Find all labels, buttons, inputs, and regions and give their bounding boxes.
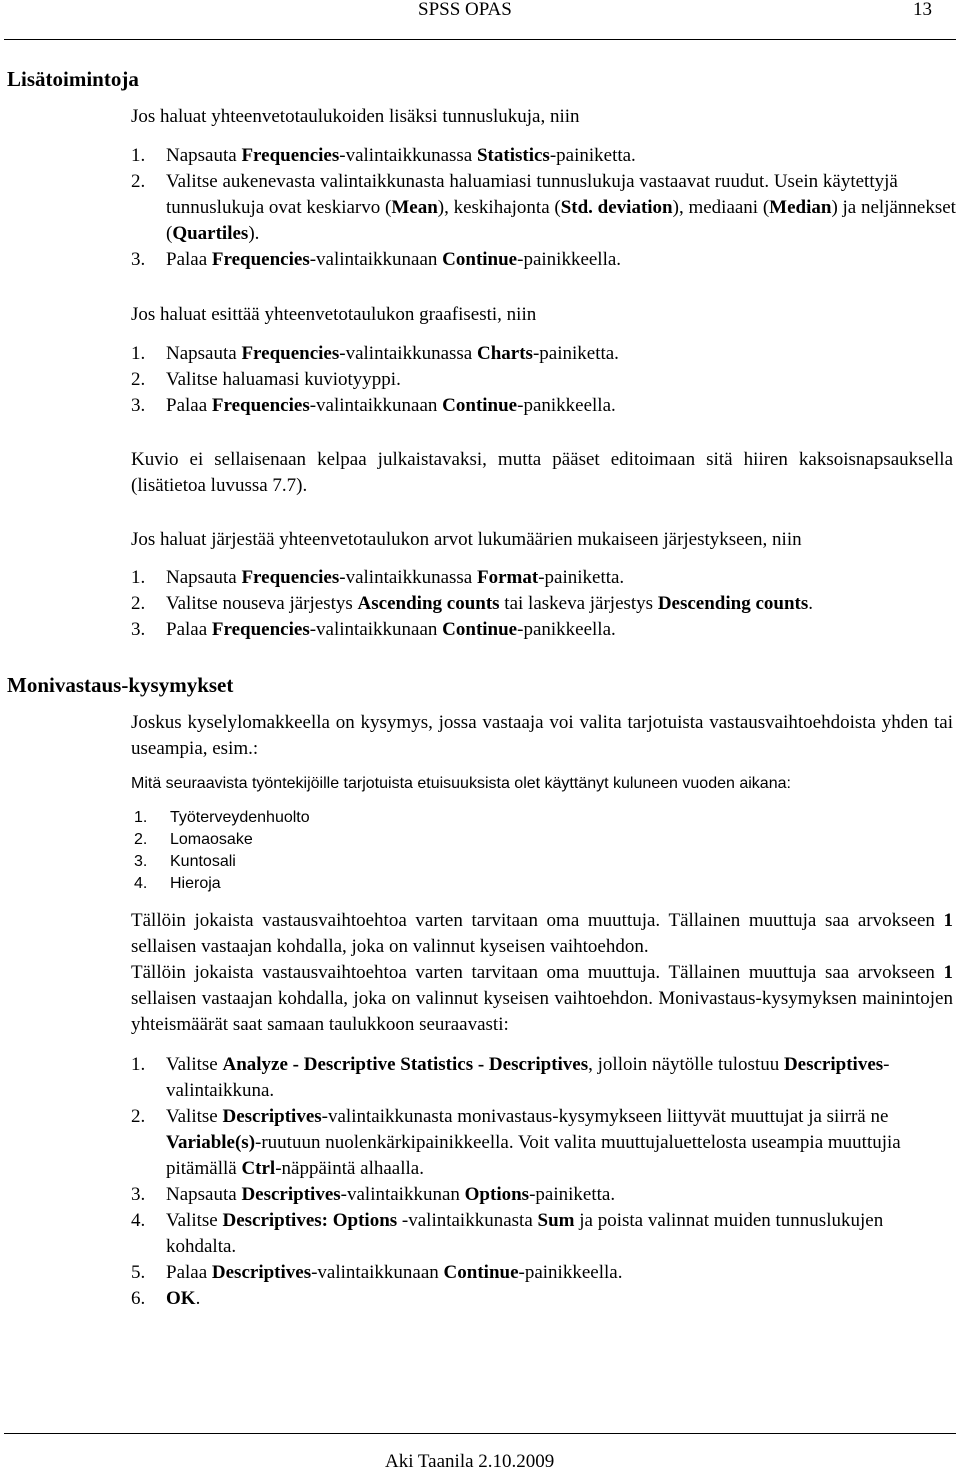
format-steps	[131, 565, 956, 643]
step-number: 2.	[131, 1106, 146, 1127]
step-number: 2.	[131, 171, 146, 192]
option-label: Hieroja	[170, 875, 221, 892]
list-item: 1. Napsauta Frequencies-valintaikkunassa Statistics-painiketta.	[131, 143, 956, 169]
multiple-response-intro: Joskus kyselylomakkeella on kysymys, jossa vastaaja voi valita tarjotuista vastausvaihtoehdoista yhden tai useampia, esim.:	[131, 712, 953, 759]
list-item: 6. OK.	[131, 1286, 956, 1312]
option-label: Lomaosake	[170, 831, 253, 848]
list-item: 2. Valitse nouseva järjestys Ascending counts tai laskeva järjestys Descending counts.	[131, 591, 956, 617]
step-number: 1.	[131, 145, 146, 166]
section-heading-multiple-response: Monivastaus-kysymykset	[7, 673, 234, 697]
intro-format: Jos haluat järjestää yhteenvetotaulukon arvot lukumäärien mukaiseen järjestykseen, niin	[131, 529, 802, 550]
list-item: 1. Työterveydenhuolto	[134, 809, 310, 826]
list-item: 4. Hieroja	[134, 875, 221, 892]
explanation-paragraph: Tällöin jokaista vastausvaihtoehtoa varten tarvitaan oma muuttuja. Tällainen muuttuja saa arvokseen 1 sellaisen vastaajan kohdalla, joka on valinnut kyseisen vaihtoehdon.	[131, 910, 953, 957]
list-item: 2. Valitse haluamasi kuviotyyppi.	[131, 367, 956, 393]
step-number: 6.	[131, 1288, 146, 1309]
repeat-paragraph: Tällöin jokaista vastausvaihtoehtoa varten tarvitaan oma muuttuja. Tällainen muuttuja saa arvokseen 1 sellaisen vastaajan kohdalla, joka on valinnut kyseisen vaihtoehdon. Monivastaus-kysymyksen mainintojen yhteismäärät saat samaan taulukkoon seuraavasti:	[131, 962, 953, 1035]
intro-charts: Jos haluat esittää yhteenvetotaulukon graafisesti, niin	[131, 304, 537, 325]
header-divider	[4, 39, 956, 40]
intro-statistics: Jos haluat yhteenvetotaulukoiden lisäksi tunnuslukuja, niin	[131, 106, 580, 127]
list-item: 3. Palaa Frequencies-valintaikkunaan Continue-panikkeella.	[131, 617, 956, 643]
option-label: Kuntosali	[170, 853, 236, 870]
section-heading-additional-functions: Lisätoimintoja	[7, 67, 139, 91]
step-number: 3.	[131, 395, 146, 416]
list-item: 3. Palaa Frequencies-valintaikkunaan Continue-painikkeella.	[131, 247, 956, 273]
list-item: 5. Palaa Descriptives-valintaikkunaan Continue-painikkeella.	[131, 1260, 956, 1286]
example-question: Mitä seuraavista työntekijöille tarjotuista etuisuuksista olet käyttänyt kuluneen vuoden aikana:	[131, 775, 791, 792]
list-item: 3. Kuntosali	[134, 853, 236, 870]
list-item: 2. Valitse Descriptives-valintaikkunasta monivastaus-kysymykseen liittyvät muuttujat ja siirrä ne Variable(s)-ruutuun nuolenkärkipainikkeella. Voit valita muuttujaluettelosta useampia muuttujia pitämällä Ctrl-näppäintä alhaalla.	[131, 1106, 901, 1179]
step-number: 3.	[131, 249, 146, 270]
footer-divider	[4, 1433, 956, 1434]
list-item: 2. Valitse aukenevasta valintaikkunasta haluamiasi tunnuslukuja vastaavat ruudut. Usein käytettyjä tunnuslukuja ovat keskiarvo (Mean), keskihajonta (Std. deviation), mediaani (Median) ja neljännekset (Quartiles).	[131, 171, 956, 244]
list-item: 1. Valitse Analyze - Descriptive Statistics - Descriptives, jolloin näytölle tulostuu Descriptives-valintaikkuna.	[131, 1054, 890, 1101]
step-number: 2.	[131, 593, 146, 614]
step-number: 5.	[131, 1262, 146, 1283]
step-number: 1.	[131, 343, 146, 364]
charts-steps	[131, 341, 956, 419]
header-title: SPSS OPAS	[418, 0, 512, 20]
charts-note: Kuvio ei sellaisenaan kelpaa julkaistavaksi, mutta pääset editoimaan sitä hiiren kaksoisnapsauksella (lisätietoa luvussa 7.7).	[131, 449, 953, 496]
list-item: 2. Lomaosake	[134, 831, 253, 848]
step-number: 3.	[131, 619, 146, 640]
step-number: 1.	[131, 567, 146, 588]
step-number: 4.	[131, 1210, 146, 1231]
step-number: 1.	[131, 1054, 146, 1075]
list-item: 1. Napsauta Frequencies-valintaikkunassa Charts-painiketta.	[131, 341, 956, 367]
option-label: Työterveydenhuolto	[170, 809, 310, 826]
descriptives-steps	[131, 1052, 956, 1312]
step-number: 3.	[131, 1184, 146, 1205]
list-item: 4. Valitse Descriptives: Options -valintaikkunasta Sum ja poista valinnat muiden tunnuslukujen kohdalta.	[131, 1210, 884, 1257]
step-number: 2.	[131, 369, 146, 390]
list-item: 1. Napsauta Frequencies-valintaikkunassa Format-painiketta.	[131, 565, 956, 591]
footer-author-date: Aki Taanila 2.10.2009	[385, 1451, 555, 1472]
page-number: 13	[913, 0, 932, 20]
example-options	[134, 807, 310, 895]
statistics-steps	[131, 143, 956, 273]
page-header	[0, 0, 960, 40]
list-item: 3. Napsauta Descriptives-valintaikkunan Options-painiketta.	[131, 1182, 956, 1208]
list-item: 3. Palaa Frequencies-valintaikkunaan Continue-panikkeella.	[131, 393, 956, 419]
